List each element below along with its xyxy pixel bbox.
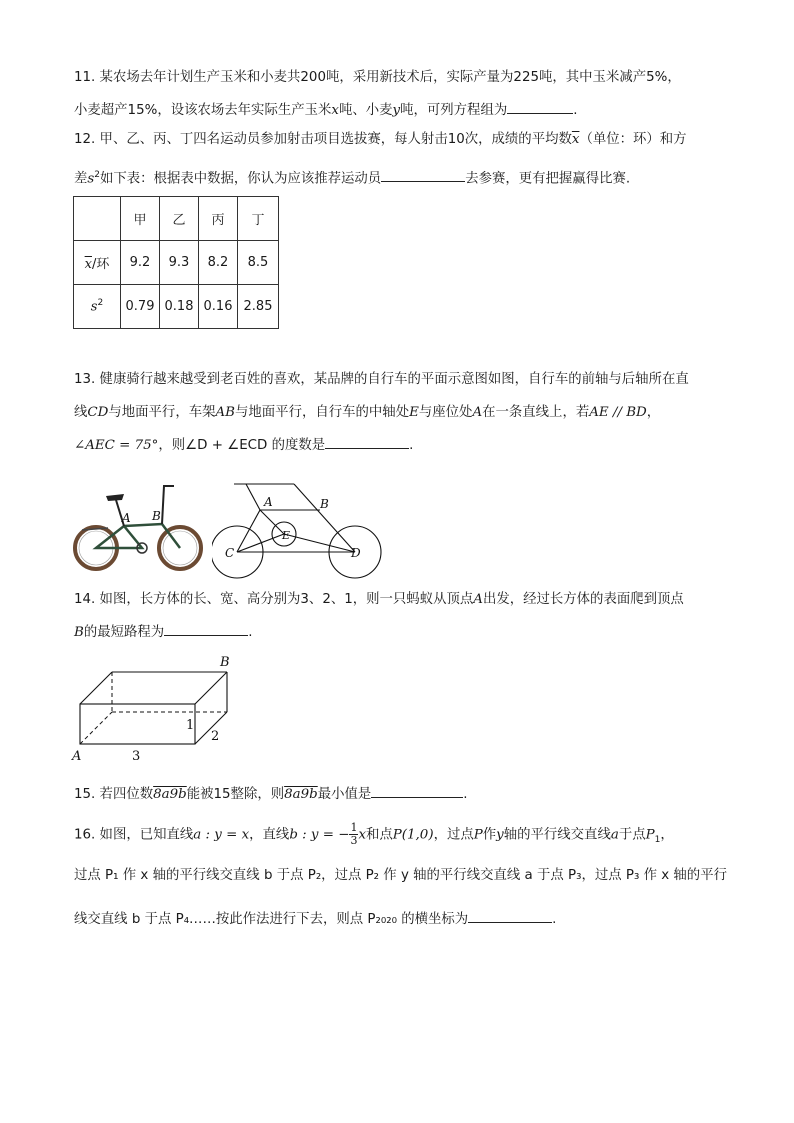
svg-text:1: 1 <box>186 718 195 733</box>
q16-line2: 过点 P₁ 作 x 轴的平行线交直线 b 于点 P₂，过点 P₂ 作 y 轴的平行线交直线 a 于点 P₃，过点 P₃ 作 x 轴的平行 <box>74 868 727 883</box>
bicycle-diagram <box>212 476 388 582</box>
q16-line3: 线交直线 b 于点 P₄……按此作法进行下去，则点 P₂₀₂₀ 的横坐标为 . <box>74 909 556 930</box>
answer-blank-16[interactable] <box>468 909 552 923</box>
answer-blank-15[interactable] <box>371 784 463 798</box>
answer-blank-13[interactable] <box>325 435 409 449</box>
svg-text:E: E <box>282 529 291 542</box>
bicycle-photo <box>72 478 204 574</box>
svg-text:A: A <box>122 511 131 525</box>
table-row: 甲 乙 丙 丁 <box>74 197 279 241</box>
svg-text:A: A <box>264 495 273 509</box>
answer-blank-11[interactable] <box>507 100 573 114</box>
svg-text:B: B <box>152 509 161 523</box>
svg-text:B: B <box>320 497 329 511</box>
q15-line: 15. 若四位数8a9b能被15整除，则8a9b最小值是 . <box>74 784 468 805</box>
q13-line1: 13. 健康骑行越来越受到老百姓的喜欢，某品牌的自行车的平面示意图如图，自行车的前轴与后轴所在直 <box>74 372 689 387</box>
svg-text:2: 2 <box>211 729 220 744</box>
seat <box>106 494 124 501</box>
score-table <box>73 196 279 329</box>
svg-text:D: D <box>351 546 361 560</box>
svg-text:3: 3 <box>132 749 141 764</box>
svg-text:A: A <box>72 749 82 764</box>
q14-line2: B的最短路程为 . <box>74 622 252 643</box>
svg-text:B: B <box>220 655 230 670</box>
fraction-one-third: $\frac{1}{3}$ <box>350 821 358 847</box>
answer-blank-14[interactable] <box>164 622 248 636</box>
cuboid-diagram <box>68 652 248 764</box>
q13-line2: 线CD与地面平行，车架AB与地面平行，自行车的中轴处E与座位处A在一条直线上，若AE // BD， <box>74 405 661 420</box>
q14-line1: 14. 如图，长方体的长、宽、高分别为3、2、1，则一只蚂蚁从顶点A出发，经过长方体的表面爬到顶点 <box>74 592 684 607</box>
table-row: $\overline{x}/$环 9.2 9.3 8.2 8.5 <box>74 241 279 285</box>
answer-blank-12[interactable] <box>381 168 465 182</box>
q12-line2: 差$s^2$如下表：根据表中数据，你认为应该推荐运动员 去参赛，更有把握赢得比赛. <box>74 170 631 187</box>
svg-text:C: C <box>225 546 235 560</box>
q11-line2: 小麦超产15%，设该农场去年实际生产玉米x吨、小麦y吨，可列方程组为 . <box>74 100 578 121</box>
q11-line1: 11. 某农场去年计划生产玉米和小麦共200吨，采用新技术后，实际产量为225吨，其中玉米减产5%， <box>74 70 681 85</box>
q16-line1: 16. 如图，已知直线a : y = x，直线b : y = − $\frac{1}{3}$ x和点P(1,0)，过点P作y轴的平行线交直线a于点$P_1$， <box>74 821 674 847</box>
q13-line3: ∠AEC = 75°，则∠D + ∠ECD 的度数是 . <box>74 435 413 456</box>
q12-line1: 12. 甲、乙、丙、丁四名运动员参加射击项目选拔赛，每人射击10次，成绩的平均数$\overline{x}$（单位：环）和方 <box>74 132 687 147</box>
table-row: $s^2$ 0.79 0.18 0.16 2.85 <box>74 285 279 329</box>
